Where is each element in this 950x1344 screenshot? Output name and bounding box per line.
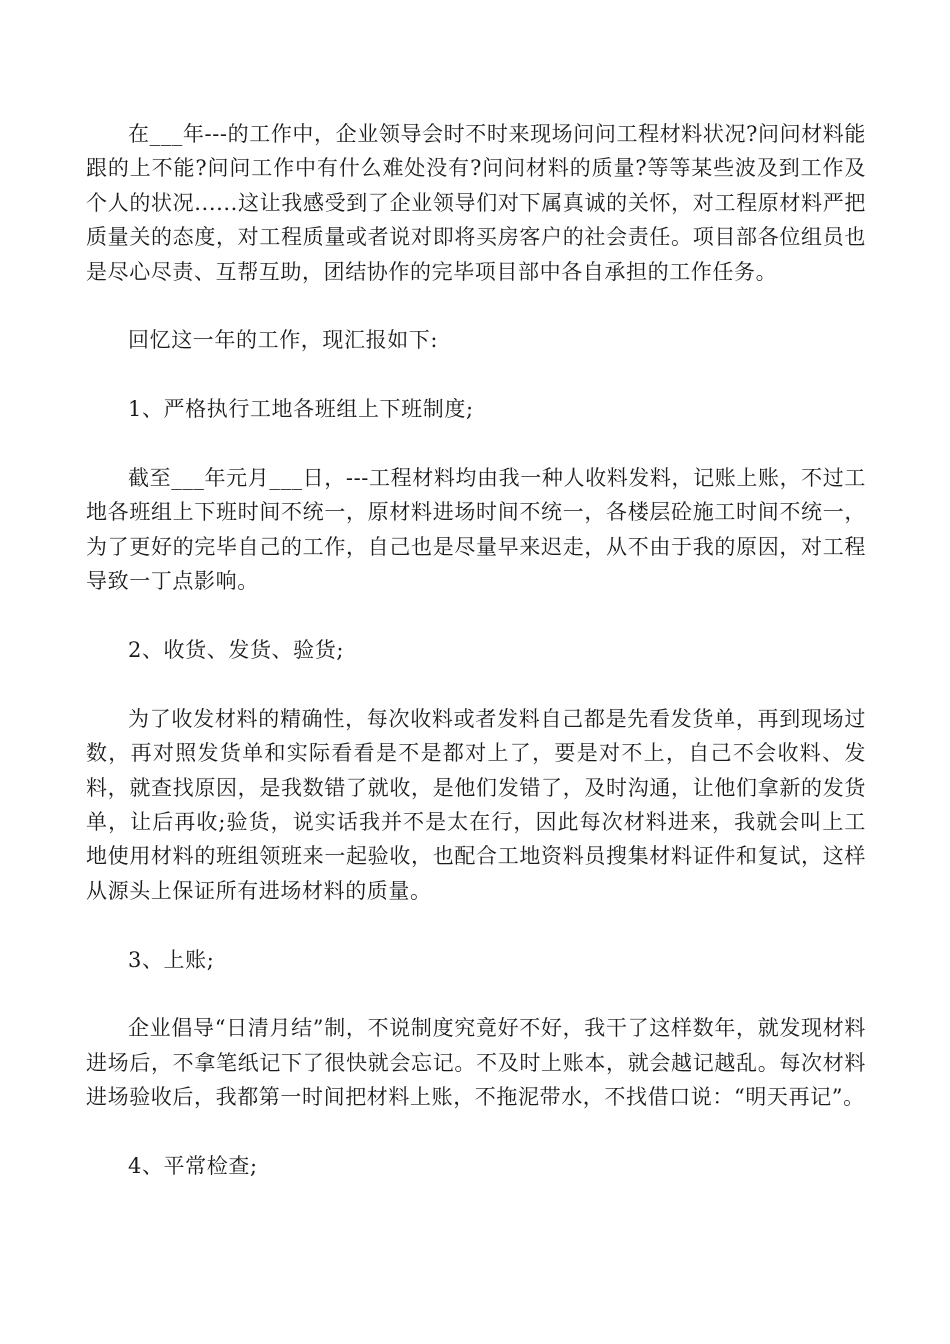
section-heading-1: 1、严格执行工地各班组上下班制度; xyxy=(128,397,474,422)
section-3-paragraph: 企业倡导“日清月结”制，不说制度究竟好不好，我干了这样数年，就发现材料进场后，不拿笔纸记下了很快就会忘记。不及时上账本，就会越记越乱。每次材料进场验收后，我都第一时间把材料上账，不拖泥带水，不找借口说：“明天再记”。 xyxy=(86,1016,866,1110)
report-lead-paragraph: 回忆这一年的工作，现汇报如下: xyxy=(128,328,439,353)
section-2-paragraph: 为了收发材料的精确性，每次收料或者发料自己都是先看发货单，再到现场过数，再对照发货单和实际看看是不是都对上了，要是对不上，自己不会收料、发料，就查找原因，是我数错了就收，是他们发错了，及时沟通，让他们拿新的发货单，让后再收;验货，说实话我并不是太在行，因此每次材料进来，我就会叫上工地使用材料的班组领班来一起验收，也配合工地资料员搜集材料证件和复试，这样从源头上保证所有进场材料的质量。 xyxy=(86,706,866,903)
intro-paragraph: 在___年---的工作中，企业领导会时不时来现场问问工程材料状况?问问材料能跟的上不能?问问工作中有什么难处没有?问问材料的质量?等等某些波及到工作及个人的状况......这让我感受到了企业领导们对下属真诚的关怀，对工程原材料严把质量关的态度，对工程质量或者说对即将买房客户的社会责任。项目部各位组员也是尽心尽责、互帮互助，团结协作的完毕项目部中各自承担的工作任务。 xyxy=(86,122,866,284)
section-heading-2: 2、收货、发货、验货; xyxy=(128,638,345,663)
section-1-paragraph: 截至___年元月___日，---工程材料均由我一种人收料发料，记账上账，不过工地各班组上下班时间不统一，原材料进场时间不统一，各楼层砼施工时间不统一，为了更好的完毕自己的工作，自己也是尽量早来迟走，从不由于我的原因，对工程导致一丁点影响。 xyxy=(86,466,866,594)
section-heading-4: 4、平常检查; xyxy=(128,1154,258,1179)
section-heading-3: 3、上账; xyxy=(128,947,215,972)
document-body xyxy=(86,117,866,1183)
